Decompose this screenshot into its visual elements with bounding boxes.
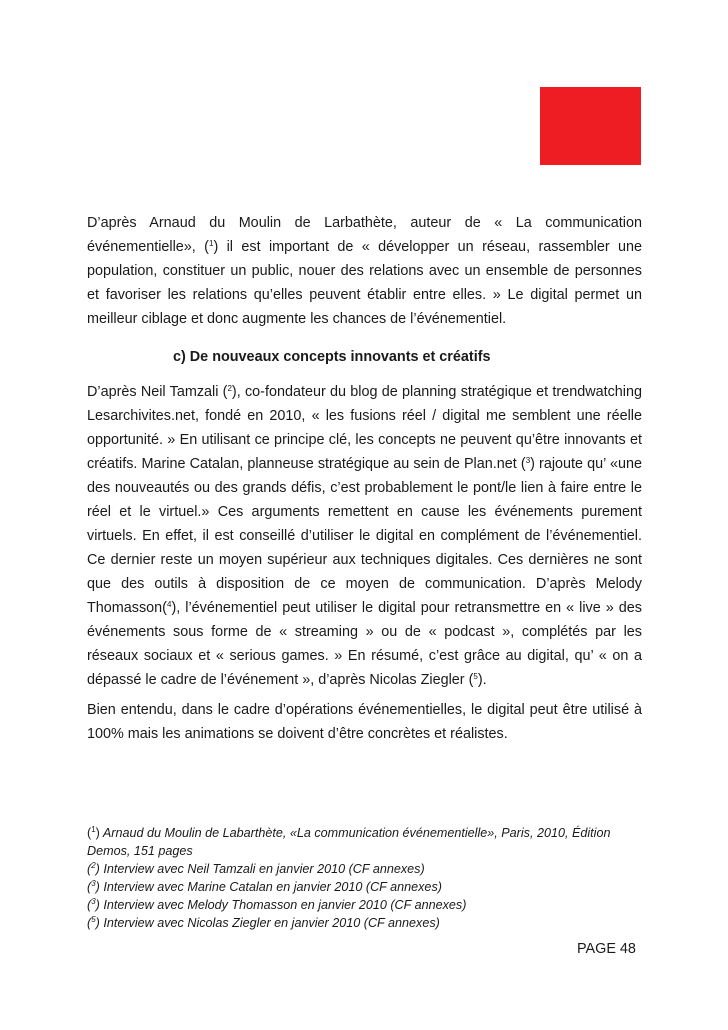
red-accent-block bbox=[540, 87, 641, 165]
footnotes bbox=[87, 824, 642, 932]
footnote-item: ($^3$) Interview avec Melody Thomasson en janvier 2010 (CF annexes) bbox=[87, 897, 467, 912]
footnote-item: ($^2$) Interview avec Neil Tamzali en janvier 2010 (CF annexes) bbox=[87, 861, 425, 876]
concepts-text-2: ), co-fondateur du blog de planning stratégique et trendwatching Lesarchivites.net, fondé en 2010, « les fusions réel / digital me semblent une réelle opportunité. » En utilisant ce principe clé, les concepts ne peuvent qu’être innovants et créatifs. Marine Catalan, planneuse stratégique au sein de Plan.net ( bbox=[87, 384, 643, 472]
footnote-ref-2: 2 bbox=[227, 384, 232, 393]
footnote-ref-3: 3 bbox=[525, 456, 531, 465]
concepts-paragraph bbox=[87, 380, 642, 692]
concepts-text-1: D’après Neil Tamzali ( bbox=[87, 384, 228, 400]
footnote-item: ($^5$) Interview avec Nicolas Ziegler en janvier 2010 (CF annexes) bbox=[87, 915, 440, 930]
concepts-text-4: ), l’événementiel peut utiliser le digital pour retransmettre en « live » des événements sous forme de « streaming » ou de « podcast », complétés par les réseaux sociaux et « serious games. » En résumé, c’est grâce au digital, qu’ « on a dépassé le cadre de l’événement », d’après Nicolas Ziegler ( bbox=[87, 600, 642, 688]
footnote-number: 1 bbox=[91, 825, 96, 834]
footnote-ref-1: 1 bbox=[208, 239, 214, 248]
footnote-ref-5: 5 bbox=[473, 672, 478, 681]
footnote-number: 3 bbox=[91, 879, 96, 888]
footnote-number: 3 bbox=[91, 897, 96, 906]
section-heading: c) De nouveaux concepts innovants et créatifs bbox=[173, 349, 491, 365]
footnote-text: Arnaud du Moulin de Labarthète, «La communication événementielle», Paris, 2010, Édition Demos, 151 pages bbox=[87, 826, 611, 858]
footnote-item: ($^1$) Arnaud du Moulin de Labarthète, «La communication événementielle», Paris, 2010, Édition Demos, 151 pages bbox=[87, 825, 611, 858]
footnote-text: Interview avec Marine Catalan en janvier 2010 (CF annexes) bbox=[99, 880, 442, 894]
intro-text-2: ) il est important de « développer un réseau, rassembler une population, constituer un public, nouer des relations avec un ensemble de personnes et favoriser les relations qu’elles peuvent établir entre elles. » Le digital permet un meilleur ciblage et donc augmente les chances de l’événementiel. bbox=[87, 239, 643, 327]
footnote-item: ($^3$) Interview avec Marine Catalan en janvier 2010 (CF annexes) bbox=[87, 879, 442, 894]
footnote-text: Interview avec Melody Thomasson en janvier 2010 (CF annexes) bbox=[99, 898, 467, 912]
page-number: PAGE 48 bbox=[577, 941, 636, 957]
intro-text-1: D’après Arnaud du Moulin de Larbathète, auteur de « La communication événementielle», ( bbox=[87, 215, 642, 255]
footnote-text: Interview avec Nicolas Ziegler en janvier 2010 (CF annexes) bbox=[99, 916, 440, 930]
intro-paragraph bbox=[87, 211, 642, 331]
footnote-number: 2 bbox=[91, 861, 96, 870]
concepts-text-3: ) rajoute qu’ «une des nouveautés ou des grands défis, c’est probablement le pont/le lien à faire entre le réel et le virtuel.» Ces arguments remettent en cause les événements purement virtuels. En effet, il est conseillé d’utiliser le digital en complément de l’événementiel. Ce dernier reste un moyen supérieur aux techniques digitales. Ces dernières ne sont que des outils à disposition de ce moyen de communication. D’après Melody Thomasson( bbox=[87, 456, 642, 616]
concepts-text-5: ). bbox=[477, 672, 487, 688]
footnote-text: Interview avec Neil Tamzali en janvier 2010 (CF annexes) bbox=[99, 862, 425, 876]
conclusion-paragraph: Bien entendu, dans le cadre d’opérations événementielles, le digital peut être utilisé à 100% mais les animations se doivent d’être concrètes et réalistes. bbox=[87, 702, 642, 742]
footnote-ref-4: 4 bbox=[166, 600, 172, 609]
footnote-number: 5 bbox=[91, 915, 96, 924]
